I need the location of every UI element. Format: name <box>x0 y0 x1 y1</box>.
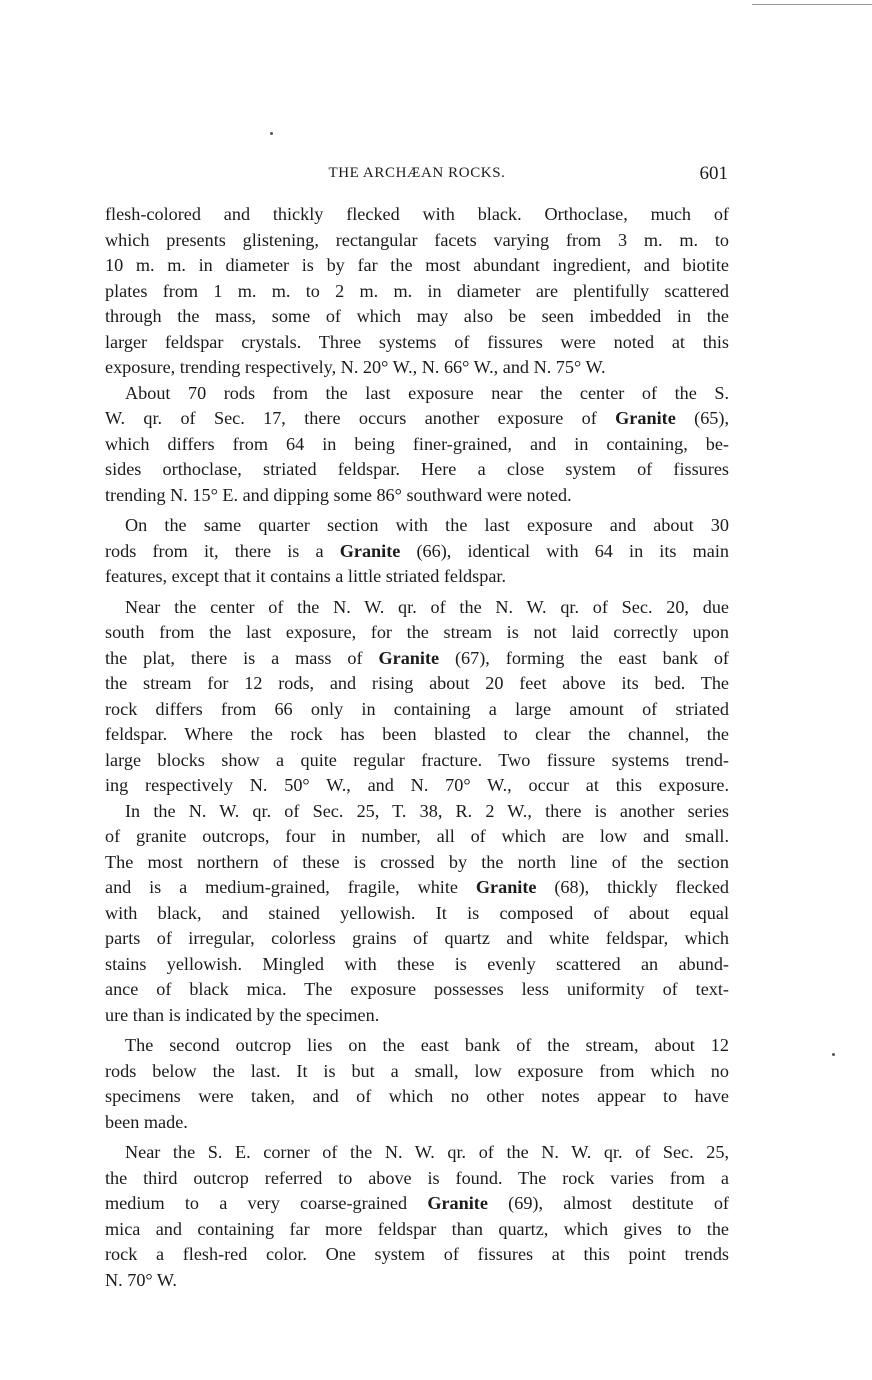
text-segment: and is a medium-grained, fragile, white <box>105 877 476 897</box>
text-segment: Near the S. E. corner of the N. W. qr. of the N. W. qr. of Sec. 25, <box>125 1142 729 1162</box>
text-line <box>105 228 729 254</box>
text-line <box>105 406 729 432</box>
scan-edge-line <box>752 4 872 5</box>
text-segment: About 70 rods from the last exposure near the center of the S. <box>125 382 729 403</box>
text-segment: larger feldspar crystals. Three systems of fissures were noted at this <box>105 331 729 352</box>
text-segment: W. qr. of Sec. 17, there occurs another exposure of <box>105 408 616 428</box>
text-line <box>105 202 729 228</box>
text-line <box>105 1268 729 1294</box>
text-segment: In the N. W. qr. of Sec. 25, T. 38, R. 2 W., there is another series <box>125 800 729 821</box>
text-line <box>105 1166 729 1192</box>
text-line <box>105 595 729 621</box>
text-segment: parts of irregular, colorless grains of quartz and white feldspar, which <box>105 928 729 948</box>
text-segment: The most northern of these is crossed by the north line of the section <box>105 851 729 872</box>
text-line <box>105 748 729 774</box>
text-segment: through the mass, some of which may also be seen imbedded in the <box>105 306 729 326</box>
text-line <box>105 799 729 825</box>
text-line <box>105 355 729 381</box>
text-segment: feldspar. Where the rock has been blasted to clear the channel, the <box>105 724 729 744</box>
text-segment: 10 m. m. in diameter is by far the most abundant ingredient, and biotite <box>105 255 729 275</box>
running-head: THE ARCHÆAN ROCKS. <box>328 165 506 181</box>
text-line <box>105 539 729 565</box>
rock-name-bold: Granite <box>339 540 401 561</box>
text-line <box>105 722 729 748</box>
text-segment: The second outcrop lies on the east bank of the stream, about 12 <box>125 1035 729 1055</box>
text-line <box>105 513 729 539</box>
text-line <box>105 1217 729 1243</box>
text-line <box>105 1003 729 1029</box>
text-line <box>105 901 729 927</box>
text-line <box>105 381 729 407</box>
text-segment: sides orthoclase, striated feldspar. Here a close system of fissures <box>105 459 729 479</box>
text-line <box>105 1242 729 1268</box>
ink-speck <box>270 132 273 135</box>
text-segment: (68), thickly flecked <box>536 877 729 897</box>
text-segment: exposure, trending respectively, N. 20° W., N. 66° W., and N. 75° W. <box>105 357 606 377</box>
text-segment: the third outcrop referred to above is found. The rock varies from a <box>105 1167 729 1188</box>
text-segment: (69), almost destitute of <box>487 1193 729 1213</box>
text-line <box>105 671 729 697</box>
rock-name-bold: Granite <box>378 647 440 668</box>
rock-name-bold: Granite <box>427 1193 488 1213</box>
text-line <box>105 253 729 279</box>
text-line <box>105 977 729 1003</box>
text-segment: large blocks show a quite regular fracture. Two fissure systems trend- <box>105 749 729 770</box>
text-line <box>105 620 729 646</box>
text-segment: ing respectively N. 50° W., and N. 70° W., occur at this exposure. <box>105 775 729 795</box>
text-line <box>105 824 729 850</box>
text-line <box>105 1059 729 1085</box>
text-line <box>105 926 729 952</box>
text-segment: specimens were taken, and of which no other notes appear to have <box>105 1086 729 1106</box>
text-line <box>105 330 729 356</box>
text-segment: medium to a very coarse-grained <box>105 1193 428 1213</box>
text-line <box>105 952 729 978</box>
text-line <box>105 304 729 330</box>
text-segment: features, except that it contains a little striated feldspar. <box>105 566 506 586</box>
text-segment: south from the last exposure, for the stream is not laid correctly upon <box>105 622 729 642</box>
page-header <box>106 163 728 189</box>
text-line <box>105 1084 729 1110</box>
text-segment: (66), identical with 64 in its main <box>400 540 729 561</box>
text-segment: N. 70° W. <box>105 1269 177 1290</box>
text-segment: with black, and stained yellowish. It is composed of about equal <box>105 902 729 923</box>
text-segment: the stream for 12 rods, and rising about 20 feet above its bed. The <box>105 673 729 693</box>
text-segment: Near the center of the N. W. qr. of the N. W. qr. of Sec. 20, due <box>125 596 729 617</box>
rock-name-bold: Granite <box>475 877 537 897</box>
text-line <box>105 1140 729 1166</box>
ink-speck <box>832 1053 835 1056</box>
text-segment: the plat, there is a mass of <box>105 647 379 668</box>
text-segment: trending N. 15° E. and dipping some 86° southward were noted. <box>105 484 572 505</box>
text-segment: rods below the last. It is but a small, low exposure from which no <box>105 1060 729 1081</box>
text-line <box>105 697 729 723</box>
text-segment: mica and containing far more feldspar than quartz, which gives to the <box>105 1218 729 1239</box>
text-segment: (65), <box>675 408 729 428</box>
text-segment: which differs from 64 in being finer-grained, and in containing, be- <box>105 433 729 454</box>
rock-name-bold: Granite <box>615 408 676 428</box>
text-line <box>105 875 729 901</box>
text-line <box>105 1033 729 1059</box>
text-segment: of granite outcrops, four in number, all of which are low and small. <box>105 826 729 846</box>
text-line <box>105 850 729 876</box>
text-segment: been made. <box>105 1111 188 1132</box>
text-line <box>105 773 729 799</box>
text-line <box>105 1191 729 1217</box>
text-line <box>105 1110 729 1136</box>
text-line <box>105 432 729 458</box>
text-segment: stains yellowish. Mingled with these is evenly scattered an abund- <box>105 953 729 974</box>
text-line <box>105 646 729 672</box>
text-segment: flesh-colored and thickly flecked with black. Orthoclase, much of <box>105 204 729 224</box>
text-segment: rods from it, there is a <box>105 540 340 561</box>
text-segment: ure than is indicated by the specimen. <box>105 1004 380 1025</box>
text-line <box>105 483 729 509</box>
text-segment: rock a flesh-red color. One system of fissures at this point trends <box>105 1244 729 1264</box>
page-number: 601 <box>699 163 728 184</box>
text-line <box>105 279 729 305</box>
text-segment: plates from 1 m. m. to 2 m. m. in diameter are plentifully scattered <box>105 280 729 301</box>
text-segment: ance of black mica. The exposure possesses less uniformity of text- <box>105 979 729 999</box>
text-line <box>105 564 729 590</box>
body-text <box>105 202 729 1293</box>
text-line <box>105 457 729 483</box>
text-segment: rock differs from 66 only in containing a large amount of striated <box>105 698 729 719</box>
text-segment: (67), forming the east bank of <box>439 647 729 668</box>
text-segment: On the same quarter section with the last exposure and about 30 <box>125 515 729 535</box>
text-segment: which presents glistening, rectangular facets varying from 3 m. m. to <box>105 229 729 250</box>
